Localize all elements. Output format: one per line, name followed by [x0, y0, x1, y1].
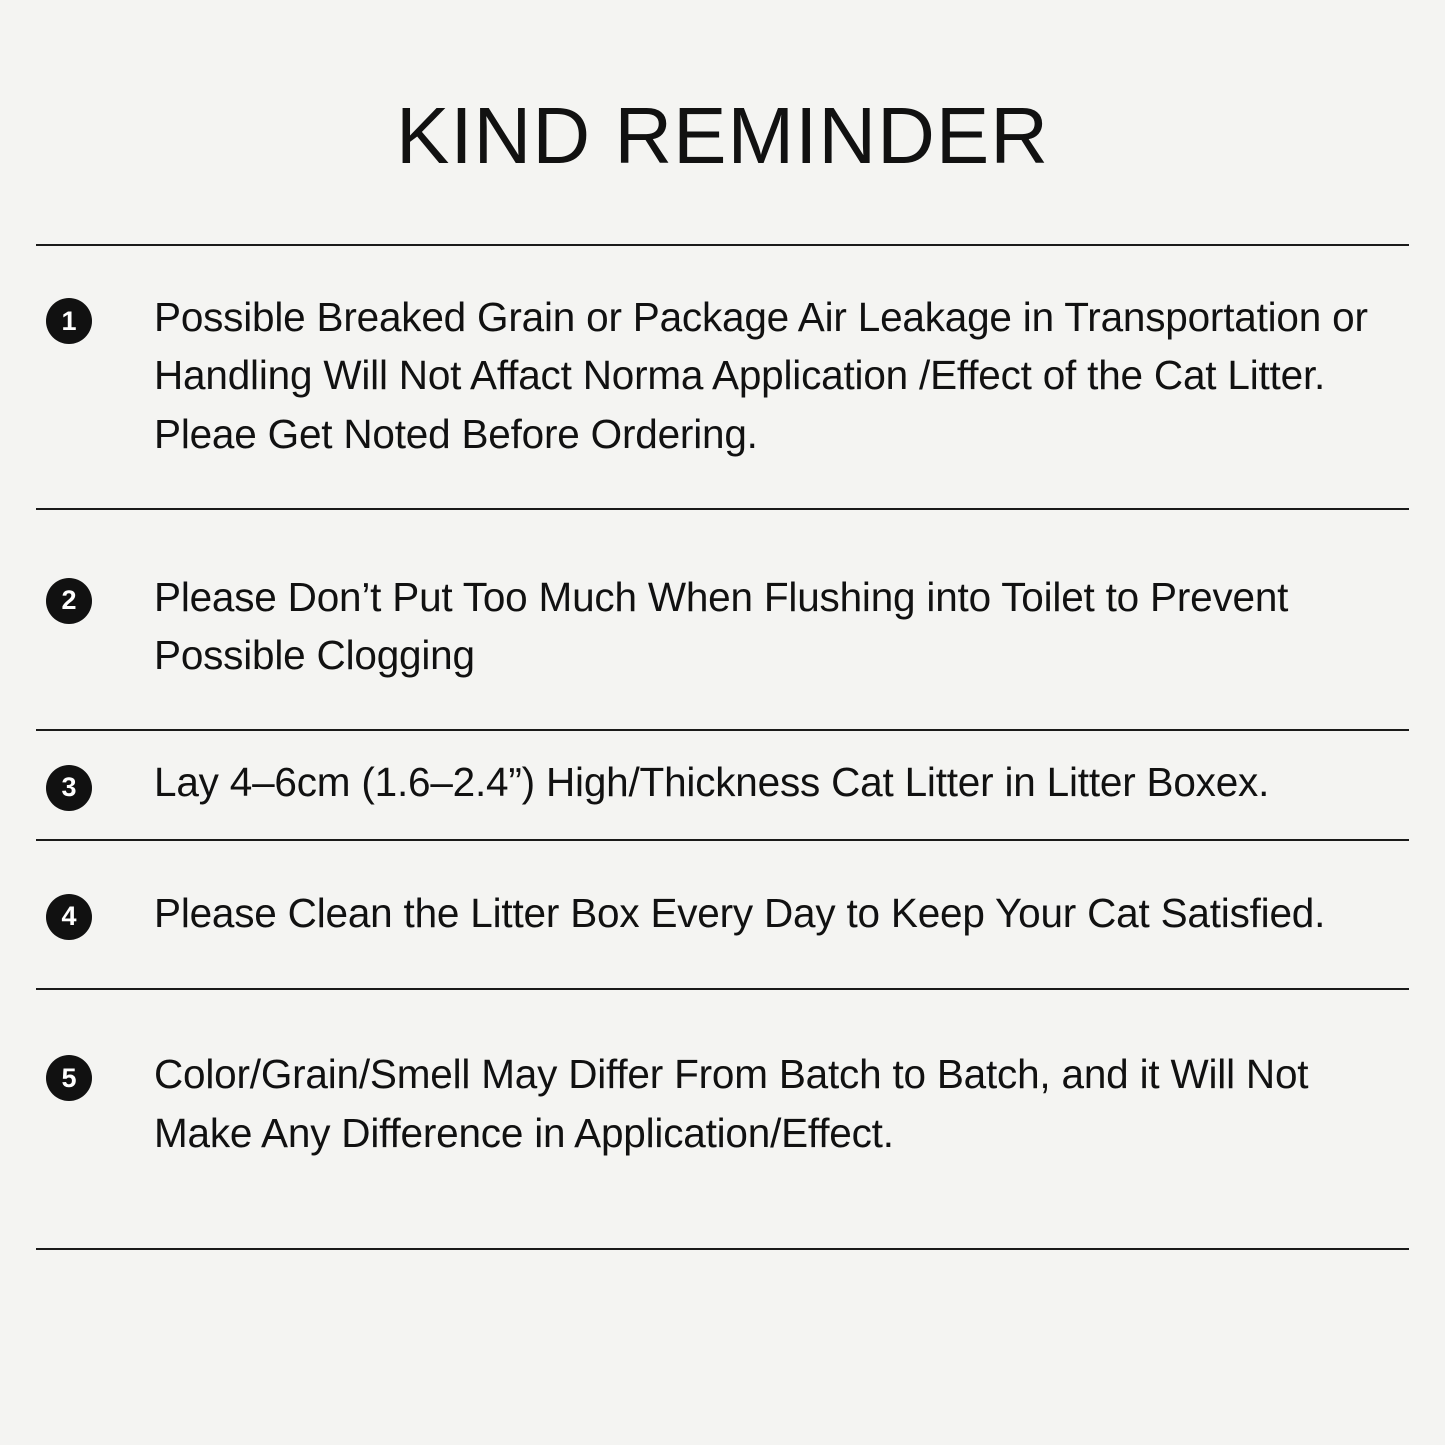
item-text: Color/Grain/Smell May Differ From Batch to Batch, and it Will Not Make Any Difference in Application/Effect.: [154, 1051, 1309, 1156]
divider: [36, 508, 1409, 510]
item-number-badge: 4: [46, 894, 92, 940]
list-item: [36, 753, 1409, 811]
item-number-badge: 3: [46, 765, 92, 811]
item-text: Lay 4–6cm (1.6–2.4”) High/Thickness Cat Litter in Litter Boxex.: [154, 758, 1270, 805]
list-item: [36, 1045, 1409, 1162]
item-number-badge: 2: [46, 578, 92, 624]
item-text: Please Don’t Put Too Much When Flushing into Toilet to Prevent Possible Clogging: [154, 573, 1289, 679]
divider: [36, 729, 1409, 731]
item-text: Please Clean the Litter Box Every Day to Keep Your Cat Satisfied.: [154, 889, 1326, 936]
item-text: Possible Breaked Grain or Package Air Leakage in Transportation or Handling Will Not Affact Norma Application /Effect of the Cat Litter. Pleae Get Noted Before Ordering.: [154, 294, 1368, 457]
item-number-badge: 5: [46, 1055, 92, 1101]
divider: [36, 839, 1409, 841]
page-title: KIND REMINDER: [395, 91, 1050, 180]
list-item: [36, 288, 1409, 463]
divider-bottom: [36, 1248, 1409, 1250]
item-number-badge: 1: [46, 298, 92, 344]
list-item: [36, 568, 1409, 685]
divider: [36, 988, 1409, 990]
list-item: [36, 884, 1409, 942]
reminder-list: [36, 246, 1409, 1250]
